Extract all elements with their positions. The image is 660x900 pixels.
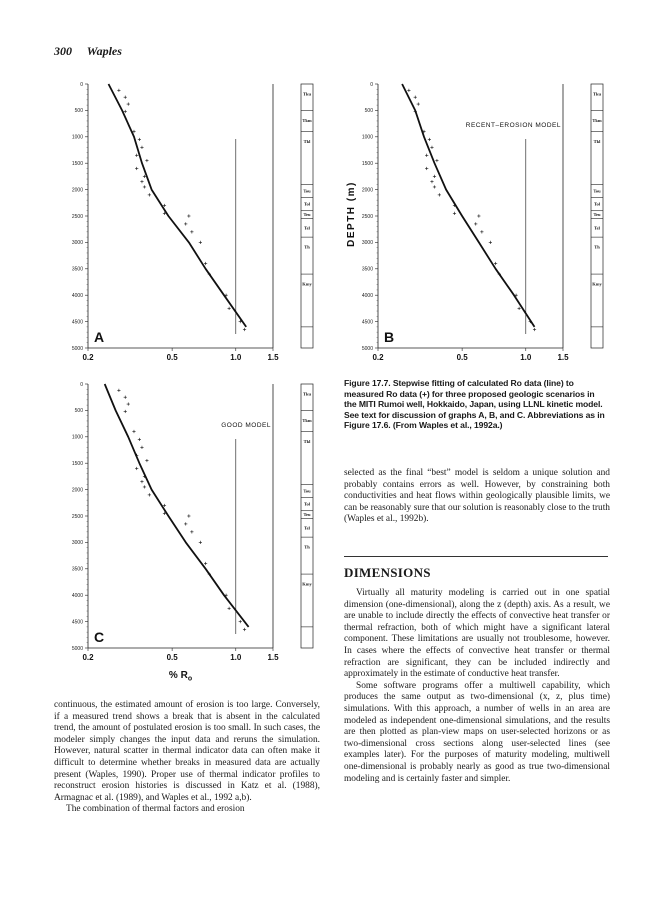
measured-ro-point — [433, 185, 436, 188]
x-tick-label: 1.5 — [267, 653, 279, 662]
y-tick-label: 3000 — [71, 240, 83, 247]
measured-ro-point — [417, 102, 420, 105]
strat-label: Th — [594, 244, 600, 250]
strat-label: Tkl — [303, 139, 311, 145]
x-tick-label: 1.5 — [267, 353, 279, 362]
measured-ro-point — [140, 180, 143, 183]
y-tick-label: 4000 — [71, 293, 83, 299]
y-tick-label: 2000 — [361, 187, 373, 194]
measured-ro-point — [138, 138, 141, 141]
y-tick-label: 4500 — [71, 319, 83, 326]
measured-ro-point — [124, 96, 127, 99]
y-tick-label: 1000 — [71, 134, 83, 141]
x-tick-label: 0.2 — [82, 353, 94, 362]
y-axis-title: DEPTH (m) — [346, 181, 357, 247]
strat-label: Teu — [303, 512, 311, 518]
y-tick-label: 2500 — [71, 513, 83, 520]
measured-ro-point — [430, 146, 433, 149]
measured-ro-point — [135, 167, 138, 170]
measured-ro-point — [124, 110, 127, 113]
dimensions-text — [344, 588, 610, 785]
measured-ro-point — [184, 222, 187, 225]
measured-ro-point — [435, 159, 438, 162]
x-tick-label: 0.5 — [456, 353, 468, 362]
measured-ro-point — [228, 607, 231, 610]
strat-label: Tkl — [303, 439, 311, 445]
strat-label: Tol — [593, 201, 601, 207]
y-tick-label: 4000 — [71, 593, 83, 599]
strat-label: Tou — [303, 188, 311, 194]
measured-ro-point — [474, 222, 477, 225]
measured-ro-point — [135, 154, 138, 157]
strat-label: Tou — [593, 188, 601, 194]
measured-ro-point — [199, 541, 202, 544]
measured-ro-point — [132, 430, 135, 433]
y-tick-label: 5000 — [71, 345, 83, 352]
measured-ro-point — [140, 480, 143, 483]
strat-label: Tku — [302, 391, 312, 397]
measured-ro-point — [489, 241, 492, 244]
y-tick-label: 500 — [364, 108, 373, 115]
strat-label: Tkm — [592, 117, 602, 123]
x-tick-label: 0.5 — [166, 353, 178, 362]
calculated-ro-line — [105, 384, 249, 627]
y-tick-label: 4000 — [361, 293, 373, 299]
strat-label: Teu — [303, 212, 311, 218]
measured-ro-point — [494, 262, 497, 265]
measured-ro-point — [117, 89, 120, 92]
measured-ro-point — [138, 438, 141, 441]
x-tick-label: 1.0 — [230, 653, 242, 662]
strat-label: Tel — [594, 225, 600, 231]
y-tick-label: 2500 — [361, 213, 373, 220]
calculated-ro-line — [402, 84, 534, 327]
y-tick-label: 1500 — [361, 161, 373, 167]
measured-ro-point — [135, 467, 138, 470]
measured-ro-point — [140, 146, 143, 149]
measured-ro-point — [190, 230, 193, 233]
strat-label: Tel — [304, 225, 310, 231]
measured-ro-point — [145, 459, 148, 462]
x-tick-label: 0.2 — [372, 353, 384, 362]
panel-letter: A — [94, 329, 105, 345]
measured-ro-point — [533, 328, 536, 331]
measured-ro-point — [438, 193, 441, 196]
model-label: GOOD MODEL — [221, 422, 271, 429]
y-tick-label: 1500 — [71, 461, 83, 467]
section-rule — [344, 556, 608, 557]
measured-ro-point — [204, 562, 207, 565]
y-tick-label: 4500 — [361, 319, 373, 326]
strat-label: Th — [304, 244, 310, 250]
figure-panel-c — [48, 374, 310, 686]
measured-ro-point — [127, 102, 130, 105]
measured-ro-point — [228, 307, 231, 310]
left-column-text — [54, 700, 320, 816]
x-tick-label: 1.0 — [520, 353, 532, 362]
y-tick-label: 0 — [370, 81, 373, 88]
measured-ro-point — [140, 446, 143, 449]
measured-ro-point — [518, 307, 521, 310]
strat-label: Teu — [593, 212, 601, 218]
x-axis-title-subscript: o — [187, 675, 193, 683]
y-tick-label: 2500 — [71, 213, 83, 220]
measured-ro-point — [184, 522, 187, 525]
paragraph-thermal-factors: The combination of thermal factors and erosion — [66, 804, 245, 815]
measured-ro-point — [143, 185, 146, 188]
x-tick-label: 0.5 — [166, 653, 178, 662]
y-tick-label: 4500 — [71, 619, 83, 626]
strat-label: Kmy — [302, 281, 312, 287]
calculated-ro-line — [109, 84, 247, 327]
y-tick-label: 3500 — [71, 566, 83, 573]
strat-label: Th — [304, 544, 310, 550]
measured-ro-point — [430, 180, 433, 183]
measured-ro-point — [433, 175, 436, 178]
y-tick-label: 5000 — [71, 645, 83, 652]
y-tick-label: 3000 — [71, 540, 83, 547]
depth-plot-c — [48, 374, 310, 686]
y-tick-label: 2000 — [71, 187, 83, 194]
x-tick-label: 1.0 — [230, 353, 242, 362]
measured-ro-point — [117, 389, 120, 392]
paragraph-best-model: selected as the final “best” model is seldom a unique solution and probably contains errors as well. However, by constraining both conductivities and heat flows within geologically plausible limits, we can be reasonably sure that our solution is reasonably close to the truth (Waples et al., 1992b). — [344, 468, 610, 525]
measured-ro-point — [243, 628, 246, 631]
measured-ro-point — [127, 402, 130, 405]
y-tick-label: 1000 — [71, 434, 83, 441]
strat-label: Kmy — [592, 281, 602, 287]
right-column-continuation — [344, 468, 610, 526]
measured-ro-point — [407, 89, 410, 92]
strat-label: Tku — [592, 91, 602, 97]
measured-ro-point — [453, 212, 456, 215]
y-tick-label: 0 — [80, 81, 83, 88]
paragraph-erosion: continuous, the estimated amount of erosion is too large. Conversely, if a measured trend shows a break that is absent in the calculated trend, the amount of postulated erosion is too small. In such cases, the modeler simply changes the input data and reruns the simulation. However, natural scatter in thermal indicator data can often make it difficult to determine whether breaks in measured data are actually present (Waples, 1990). Proper use of thermal indicator profiles to reconstruct erosion histories is discussed in Katz et al. (1988), Armagnac et al. (1989), and Waples et al., 1992 a,b). — [54, 700, 320, 803]
y-tick-label: 0 — [80, 381, 83, 388]
y-tick-label: 3000 — [361, 240, 373, 247]
measured-ro-point — [124, 410, 127, 413]
model-label: RECENT–EROSION MODEL — [465, 122, 561, 129]
strat-label: Tol — [303, 201, 311, 207]
strat-label: Tou — [303, 488, 311, 494]
page-number: 300 — [54, 44, 72, 58]
x-axis-title: % $R_o$ — [168, 670, 193, 683]
strat-label: Tol — [303, 501, 311, 507]
panel-letter: C — [94, 629, 105, 645]
measured-ro-point — [148, 493, 151, 496]
running-header — [54, 44, 122, 59]
y-tick-label: 3500 — [71, 266, 83, 273]
measured-ro-point — [414, 96, 417, 99]
measured-ro-point — [480, 230, 483, 233]
paragraph-dimensions-1: Virtually all maturity modeling is carried out in one spatial dimension (one-dimensional), along the z (depth) axis. As a result, we are unable to include directly the effects of convective heat transfer or thermal refraction, both of which might have a significant lateral component. These limitations are usually not troublesome, however. In cases where the effects of convective heat transfer or thermal refraction are significant, they can be included indirectly and approximately in the estimate of conductive heat transfer. — [344, 588, 610, 680]
measured-ro-point — [145, 159, 148, 162]
panel-letter: B — [384, 329, 395, 345]
y-tick-label: 1000 — [361, 134, 373, 141]
measured-ro-point — [204, 262, 207, 265]
section-heading-dimensions: DIMENSIONS — [344, 565, 431, 580]
y-tick-label: 3500 — [361, 266, 373, 273]
y-tick-label: 500 — [74, 108, 83, 115]
measured-ro-point — [239, 620, 242, 623]
figure-panel-b — [338, 74, 600, 364]
y-tick-label: 1500 — [71, 161, 83, 167]
measured-ro-point — [425, 167, 428, 170]
figure-panel-a — [48, 74, 310, 364]
measured-ro-point — [243, 328, 246, 331]
measured-ro-point — [190, 530, 193, 533]
measured-ro-point — [143, 485, 146, 488]
running-author: Waples — [86, 44, 122, 58]
strat-label: Tkm — [302, 417, 312, 423]
strat-label: Tku — [302, 91, 312, 97]
measured-ro-point — [477, 214, 480, 217]
strat-label: Kmy — [302, 581, 312, 587]
depth-plot-b — [338, 74, 600, 364]
strat-label: Tkl — [593, 139, 601, 145]
measured-ro-point — [425, 154, 428, 157]
measured-ro-point — [199, 241, 202, 244]
measured-ro-point — [187, 214, 190, 217]
y-tick-label: 2000 — [71, 487, 83, 494]
paragraph-dimensions-2: Some software programs offer a multiwell capability, which produces the same output as two-dimensional (x, z, plus time) simulations. With this approach, a number of wells in an area are modeled as independent one-dimensional simulations, and the results are then plotted as plan-view maps on user-selected horizons or as two-dimensional cross sections along user-selected lines (see examples later). For the purposes of maturity modeling, multiwell one-dimensional is probably nearly as good as true two-dimensional modeling and is certainly faster and simpler. — [344, 680, 610, 784]
strat-label: Tel — [304, 525, 310, 531]
measured-ro-point — [428, 138, 431, 141]
measured-ro-point — [187, 514, 190, 517]
y-tick-label: 500 — [74, 408, 83, 415]
x-tick-label: 1.5 — [557, 353, 569, 362]
depth-plot-a — [48, 74, 310, 364]
figure-caption: Figure 17.7. Stepwise fitting of calculated Ro data (line) to measured Ro data (+) for three proposed geologic scenarios in the MITI Rumoi well, Hokkaido, Japan, using LLNL kinetic model. See text for discussion of graphs A, B, and C. Abbreviations as in Figure 17.6. (From Waples et al., 1992a.) — [344, 378, 605, 431]
x-tick-label: 0.2 — [82, 653, 94, 662]
measured-ro-point — [148, 193, 151, 196]
y-tick-label: 5000 — [361, 345, 373, 352]
measured-ro-point — [124, 396, 127, 399]
strat-label: Tkm — [302, 117, 312, 123]
